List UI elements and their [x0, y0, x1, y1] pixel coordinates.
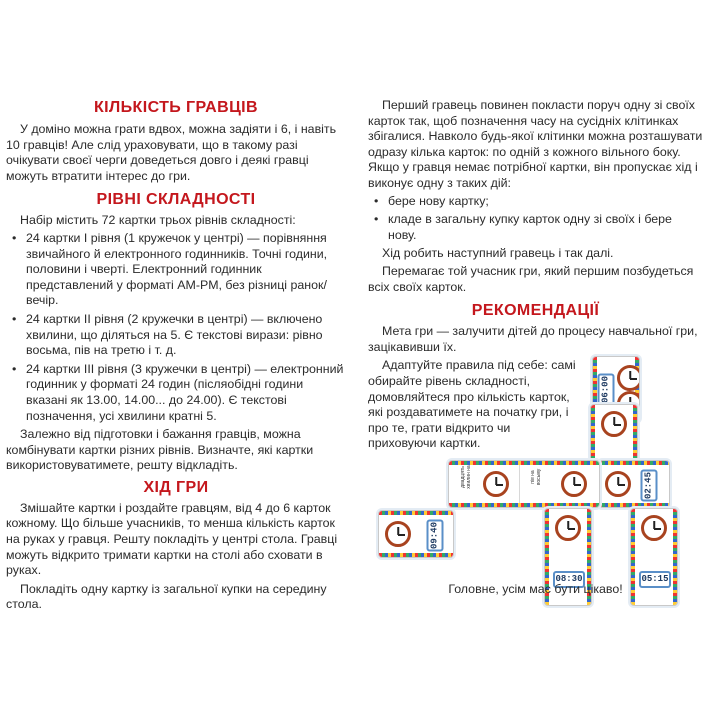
clock-icon [641, 515, 667, 541]
levels-intro: Набір містить 72 картки трьох рівнів складності: [20, 213, 296, 228]
digital-clock: 05:15 [639, 571, 671, 588]
right-column [368, 0, 703, 452]
domino-card [598, 460, 670, 508]
moves-p4: Хід робить наступний гравець і так далі. [382, 246, 614, 261]
levels-list [6, 231, 346, 424]
levels-heading: РІВНІ СКЛАДНОСТІ [96, 191, 256, 209]
levels-outro: Залежно від підготовки і бажання гравців, можна комбінувати картки різних рівнів. Визначте, які картки використовуватимете, решту відкладіть. [6, 427, 314, 473]
recommendations-p1: Мета гри — залучити дітей до процесу навчальної гри, зацікавивши їх. [368, 324, 698, 354]
moves-p2: Покладіть одну картку із загальної купки на середину стола. [6, 581, 327, 612]
list-item: • бере нову картку; [374, 193, 489, 208]
clock-icon [385, 521, 411, 547]
clock-icon [605, 471, 631, 497]
closing-block [368, 582, 703, 598]
moves-p5: Перемагає той учасник гри, який першим позбудеться всіх своїх карток. [368, 263, 694, 294]
recommendations-heading: РЕКОМЕНДАЦІЇ [471, 302, 600, 320]
moves-p3: Перший гравець повинен покласти поруч одну зі своїх карток так, щоб позначення часу на сусідніх клітинках збігалися. Навколо будь-якої клітинки можна розташувати одразу кілька карток: по одній з кожного вільного боку. Якщо у гравця немає потрібної картки, він пропускає хід і виконує одну з таких дій: [368, 98, 703, 190]
list-item: • кладе в загальну купку карток одну зі своїх і бере нову. [374, 212, 672, 242]
time-words: пів на восьму [530, 468, 542, 486]
clock-icon [561, 471, 587, 497]
closing-line: Головне, усім має бути цікаво! [448, 582, 623, 596]
list-item: • 24 картки І рівня (1 кружечок у центрі) — порівняння звичайного й електронного годинників. Точні години, половини і чверті. Електронний годинник представлений у форматі AM-PM, без різниці ранок/вечір. [12, 230, 328, 308]
clock-icon [483, 471, 509, 497]
actions-list [368, 194, 703, 244]
digital-clock: 08:30 [553, 571, 585, 588]
clock-icon [601, 411, 627, 437]
players-heading: КІЛЬКІСТЬ ГРАВЦІВ [94, 99, 258, 116]
left-column [6, 0, 346, 613]
list-item: • 24 картки ІІ рівня (2 кружечки в центрі) — включено хвилини, що діляться на 5. Є текстові вирази: рівно восьма, пів на третю і т. д. [12, 311, 323, 358]
recommendations-p2: Адаптуйте правила під себе: самі обирайте рівень складності, домовляйтеся про кількість карток, які роздаватимете на початку гри, і про те, грати відкрито чи приховуючи картки. [368, 358, 576, 451]
digital-clock: 06:00 [598, 374, 615, 406]
digital-clock: 02:45 [641, 470, 658, 502]
moves-p1: Змішайте картки і роздайте гравцям, від 4 до 6 карток кожному. Що більше учасників, то менша кількість карток на руках у гравця. Решту покладіть у центрі стола. Гравці можуть відкрито тримати картки на столі або сховати в руках. [6, 500, 338, 578]
clock-icon [555, 515, 581, 541]
moves-heading: ХІД ГРИ [143, 478, 209, 496]
digital-clock: 09:40 [427, 520, 444, 552]
domino-card [448, 460, 600, 508]
list-item: • 24 картки ІІІ рівня (3 кружечки в центрі) — електронний годинник у форматі 24 годин (післяобідні години вказані як 13.00, 14.00... до 24.00). Є текстові позначення, усі хвилини кратні 5. [12, 361, 344, 423]
time-words: двадцять хвилин на [460, 465, 472, 489]
domino-card [378, 510, 454, 558]
clock-icon [617, 365, 640, 391]
players-text: У доміно можна грати вдвох, можна задіяти і 6, і навіть 10 гравців! Але слід ураховувати, що в такому разі очікувати своєї черги доведеться довго і деякі гравці можуть втратити інтерес до гри. [6, 122, 337, 183]
